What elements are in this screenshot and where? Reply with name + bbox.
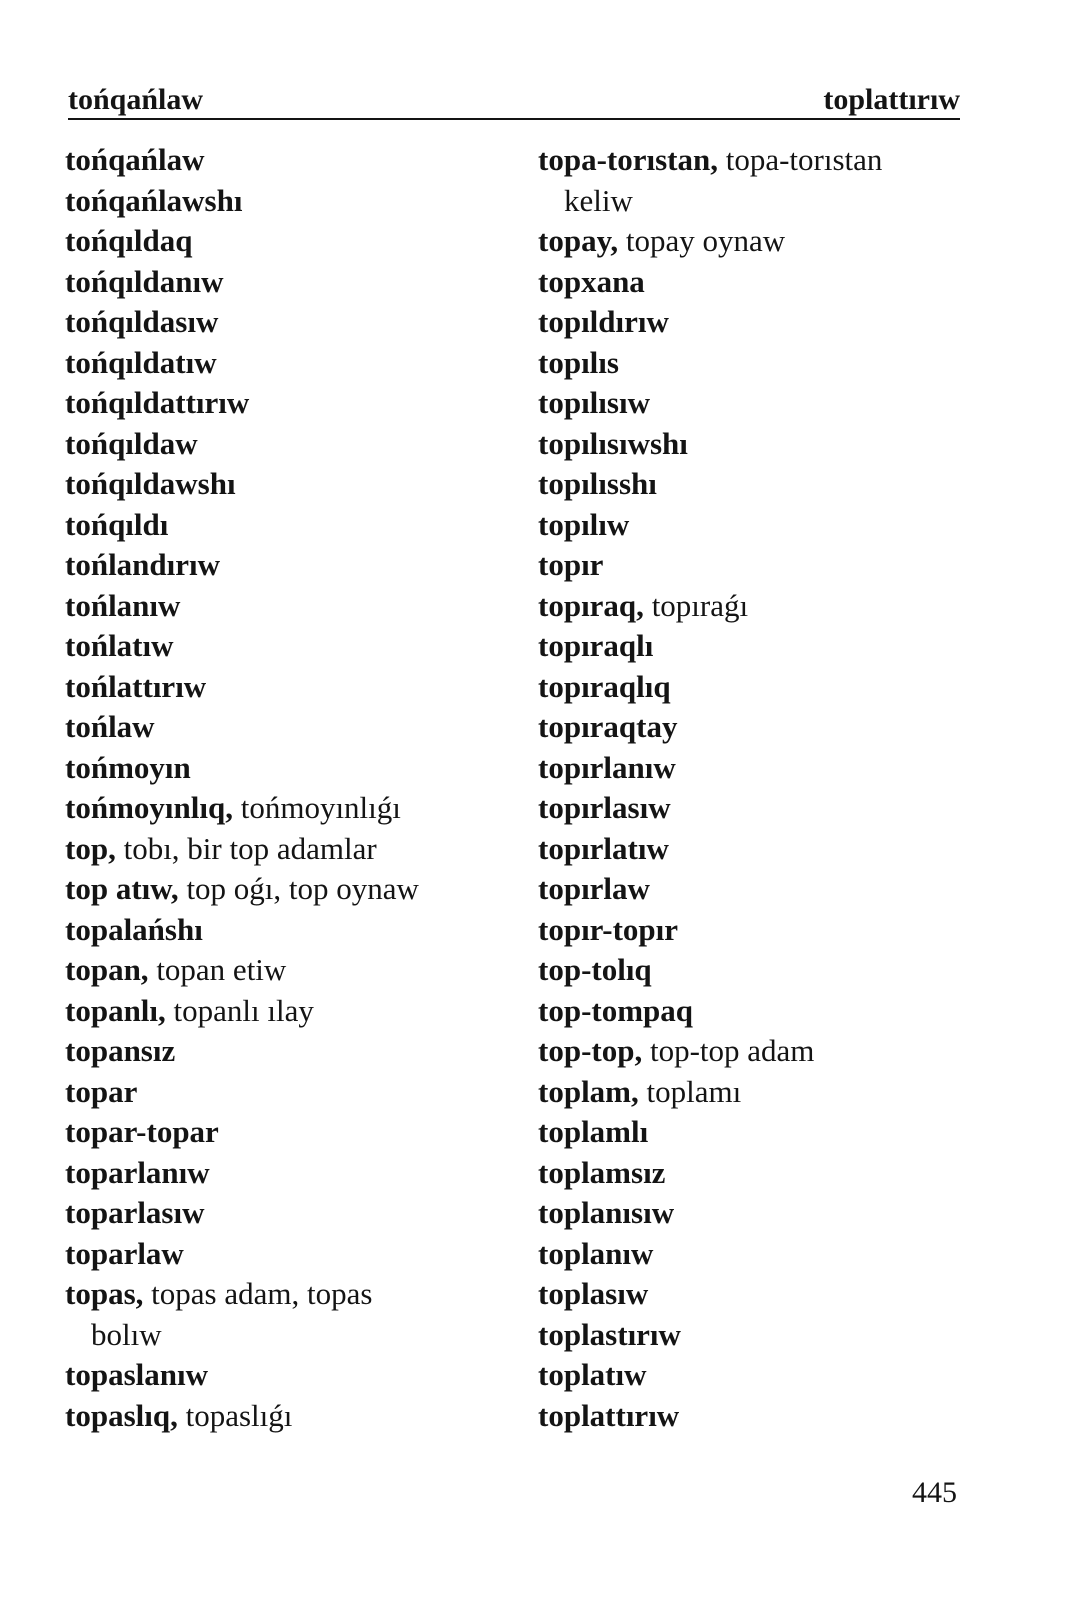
entry-example: top oǵı, top oynaw — [178, 871, 419, 906]
dictionary-entry — [538, 1112, 968, 1153]
entry-headword: toplasıw — [538, 1276, 649, 1311]
dictionary-entry — [65, 626, 505, 667]
entry-headword: tońqıldaq — [65, 223, 193, 258]
dictionary-entry — [65, 991, 505, 1032]
dictionary-entry — [538, 1234, 968, 1275]
dictionary-entry — [538, 1193, 968, 1234]
dictionary-entry — [538, 707, 968, 748]
dictionary-entry — [65, 424, 505, 465]
dictionary-entry — [538, 950, 968, 991]
dictionary-entry — [65, 140, 505, 181]
dictionary-entry — [65, 707, 505, 748]
entry-headword: tońqıldanıw — [65, 263, 224, 299]
dictionary-entry — [65, 262, 505, 303]
entry-headword: tońqıldaw — [65, 425, 198, 461]
entry-headword: toplamlı — [538, 1114, 649, 1149]
entry-headword: toplatıw — [538, 1357, 647, 1392]
dictionary-entry — [538, 991, 968, 1032]
entry-continuation: bolıw — [91, 1316, 162, 1352]
dictionary-entry — [65, 1112, 505, 1153]
entry-headword: topıraqlıq — [538, 668, 671, 704]
entry-headword: topırlatıw — [538, 830, 669, 866]
entry-example: topan etiw — [148, 952, 287, 987]
dictionary-entry — [538, 1396, 968, 1437]
entry-headword: tońqańlaw — [65, 142, 205, 177]
entry-headword: tońmoyınlıq, — [65, 790, 233, 825]
dictionary-entry — [538, 586, 968, 627]
dictionary-entry — [538, 464, 968, 505]
dictionary-entry — [65, 1031, 505, 1072]
entry-example: top-top adam — [642, 1033, 815, 1068]
entry-headword: topalańshı — [65, 911, 203, 947]
entry-headword: topırlanıw — [538, 749, 676, 785]
entry-example: topa-torıstan — [717, 142, 883, 177]
entry-headword: topar — [65, 1073, 138, 1109]
entry-headword: topaslanıw — [65, 1357, 208, 1392]
dictionary-entry — [538, 626, 968, 667]
entry-headword: tońqańlawshı — [65, 182, 243, 218]
header-first-entry: tońqańlaw — [68, 83, 204, 116]
right-column — [538, 140, 968, 1436]
entry-headword: topansız — [65, 1033, 176, 1068]
dictionary-entry — [538, 788, 968, 829]
dictionary-entry — [538, 140, 968, 221]
dictionary-entry — [65, 1193, 505, 1234]
entry-headword: toplanıw — [538, 1235, 654, 1271]
dictionary-entry — [538, 1274, 968, 1315]
entry-headword: topır — [538, 547, 604, 582]
entry-headword: toplattırıw — [538, 1397, 680, 1433]
entry-headword: topas, — [65, 1276, 144, 1311]
entry-headword: topırlasıw — [538, 790, 671, 825]
dictionary-entry — [538, 505, 968, 546]
entry-headword: tońqıldattırıw — [65, 385, 250, 420]
dictionary-entry — [538, 869, 968, 910]
dictionary-entry — [65, 464, 505, 505]
entry-headword: topıraqlı — [538, 628, 654, 663]
dictionary-entry — [65, 950, 505, 991]
header-rule — [68, 118, 960, 120]
running-header — [68, 82, 960, 122]
entry-headword: topa-torıstan, — [538, 142, 718, 177]
dictionary-entry — [65, 221, 505, 262]
dictionary-entry — [538, 343, 968, 384]
entry-headword: topay, — [538, 223, 619, 258]
entry-headword: tońlaw — [65, 709, 155, 744]
dictionary-entry — [538, 667, 968, 708]
entry-headword: topır-topır — [538, 911, 679, 947]
entry-example: toplamı — [638, 1073, 742, 1109]
entry-headword: topıraq, — [538, 587, 644, 623]
entry-headword: toplam, — [538, 1073, 639, 1109]
entry-headword: top-top, — [538, 1033, 643, 1068]
entry-headword: topılısshı — [538, 466, 657, 501]
dictionary-entry — [65, 1396, 505, 1437]
dictionary-entry — [65, 586, 505, 627]
dictionary-entry — [65, 667, 505, 708]
entry-headword: topılısıwshı — [538, 425, 688, 461]
dictionary-entry — [65, 748, 505, 789]
dictionary-entry — [538, 910, 968, 951]
entry-headword: topar-topar — [65, 1114, 219, 1149]
dictionary-entry — [538, 545, 968, 586]
dictionary-entry — [538, 262, 968, 303]
entry-headword: topıraqtay — [538, 709, 678, 744]
dictionary-entry — [538, 1072, 968, 1113]
entry-headword: toparlaw — [65, 1235, 184, 1271]
entry-headword: tońlatıw — [65, 628, 174, 663]
dictionary-entry — [65, 910, 505, 951]
dictionary-entry — [65, 302, 505, 343]
dictionary-entry — [65, 1072, 505, 1113]
entry-headword: topıldırıw — [538, 304, 669, 339]
dictionary-entry — [538, 748, 968, 789]
entry-headword: toplamsız — [538, 1154, 666, 1190]
entry-headword: tońlattırıw — [65, 668, 207, 704]
entry-headword: tońqıldawshı — [65, 466, 236, 501]
entry-headword: toplastırıw — [538, 1316, 681, 1352]
entry-headword: tońqıldı — [65, 506, 169, 542]
dictionary-entry — [65, 788, 505, 829]
dictionary-entry — [538, 829, 968, 870]
dictionary-entry — [65, 1234, 505, 1275]
dictionary-entry — [65, 181, 505, 222]
entry-headword: topılısıw — [538, 385, 650, 420]
entry-headword: tońlanıw — [65, 587, 181, 623]
entry-headword: tońqıldatıw — [65, 344, 217, 380]
header-last-entry: toplattırıw — [823, 83, 960, 116]
dictionary-entry — [65, 383, 505, 424]
entry-headword: toparlasıw — [65, 1195, 205, 1230]
entry-example: topas adam, topas — [143, 1276, 373, 1311]
entry-headword: topaslıq, — [65, 1397, 178, 1433]
entry-headword: top, — [65, 830, 116, 866]
entry-headword: topxana — [538, 263, 645, 299]
dictionary-entry — [538, 302, 968, 343]
entry-headword: topılıs — [538, 344, 619, 380]
entry-headword: top-tompaq — [538, 992, 694, 1028]
entry-headword: tońlandırıw — [65, 547, 221, 582]
dictionary-entry — [65, 1274, 505, 1355]
left-column — [65, 140, 505, 1436]
entry-headword: top-tolıq — [538, 952, 652, 987]
dictionary-entry — [538, 383, 968, 424]
dictionary-entry — [538, 424, 968, 465]
dictionary-entry — [538, 1315, 968, 1356]
entry-example: tobı, bir top adamlar — [115, 830, 377, 866]
entry-continuation: keliw — [564, 182, 633, 218]
entry-headword: topan, — [65, 952, 149, 987]
entry-headword: toplanısıw — [538, 1195, 675, 1230]
dictionary-entry — [538, 1355, 968, 1396]
entry-headword: topırlaw — [538, 871, 650, 906]
dictionary-entry — [65, 829, 505, 870]
entry-headword: tońmoyın — [65, 749, 191, 785]
dictionary-entry — [538, 1031, 968, 1072]
entry-headword: topılıw — [538, 506, 630, 542]
dictionary-entry — [65, 1153, 505, 1194]
dictionary-entry — [65, 1355, 505, 1396]
dictionary-entry — [65, 343, 505, 384]
page-number: 445 — [912, 1476, 957, 1509]
entry-example: topay oynaw — [618, 223, 786, 258]
entry-headword: topanlı, — [65, 992, 166, 1028]
entry-example: tońmoyınlıǵı — [232, 790, 401, 825]
dictionary-entry — [65, 545, 505, 586]
entry-example: topaslıǵı — [177, 1397, 293, 1433]
dictionary-entry — [538, 221, 968, 262]
entry-example: topanlı ılay — [165, 992, 314, 1028]
dictionary-entry — [65, 505, 505, 546]
entry-example: topıraǵı — [643, 587, 749, 623]
entry-headword: toparlanıw — [65, 1154, 210, 1190]
dictionary-entry — [65, 869, 505, 910]
dictionary-entry — [538, 1153, 968, 1194]
entry-headword: top atıw, — [65, 871, 179, 906]
entry-headword: tońqıldasıw — [65, 304, 219, 339]
